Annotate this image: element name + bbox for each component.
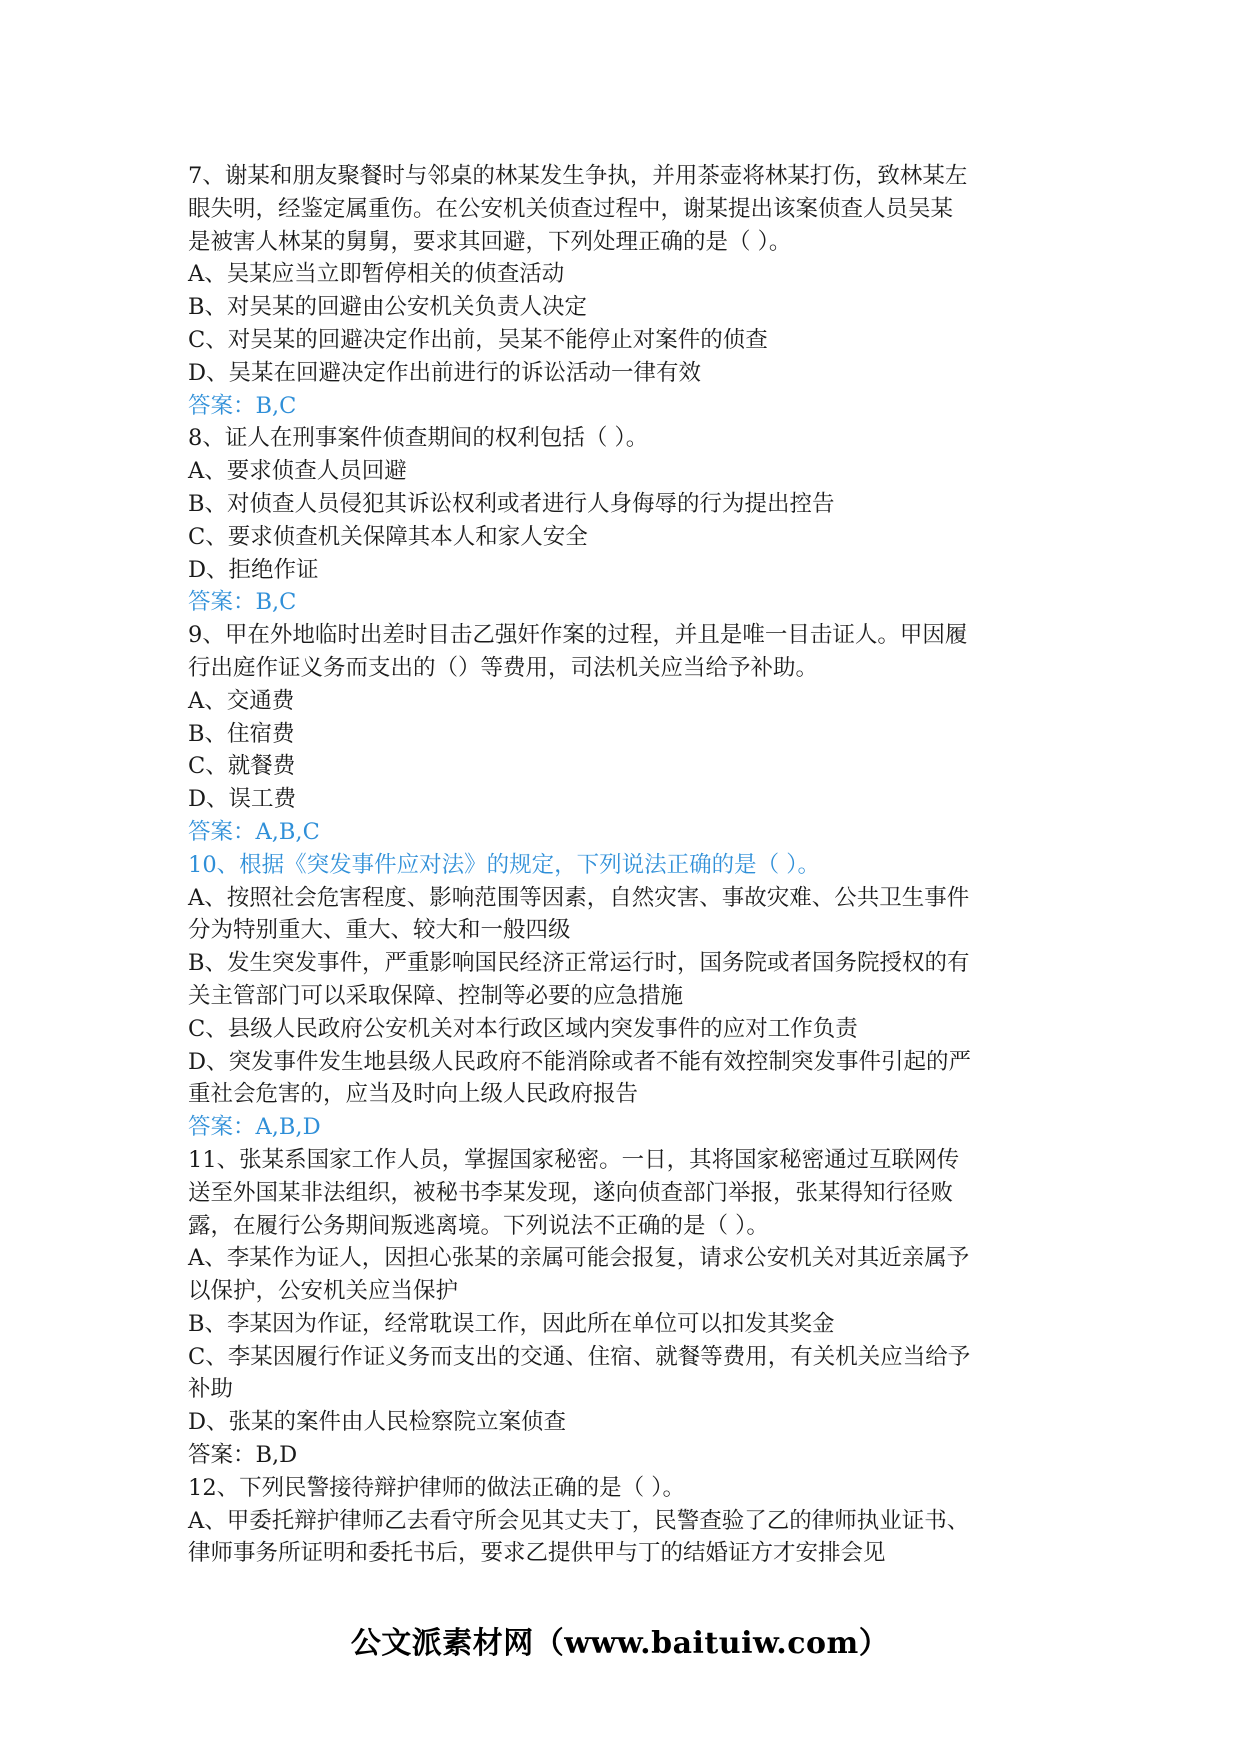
question-7-option-c: C、对吴某的回避决定作出前，吴某不能停止对案件的侦查 [188, 326, 768, 353]
question-8-line-1: 8、证人在刑事案件侦查期间的权利包括（ ）。 [188, 425, 649, 452]
question-11-line-2: 送至外国某非法组织，被秘书李某发现，遂向侦查部门举报，张某得知行径败 [188, 1179, 954, 1206]
question-9-line-1: 9、甲在外地临时出差时目击乙强奸作案的过程，并且是唯一目击证人。甲因履 [188, 622, 968, 649]
question-8-option-c: C、要求侦查机关保障其本人和家人安全 [188, 523, 588, 550]
question-7-option-a: A、吴某应当立即暂停相关的侦查活动 [188, 261, 565, 288]
question-7-line-1: 7、谢某和朋友聚餐时与邻桌的林某发生争执，并用茶壶将林某打伤，致林某左 [188, 163, 968, 189]
question-10-option-c: C、县级人民政府公安机关对本行政区域内突发事件的应对工作负责 [188, 1015, 858, 1042]
question-11-line-3: 露，在履行公务期间叛逃离境。下列说法不正确的是（ ）。 [188, 1212, 769, 1239]
question-10-option-d-line-1: D、突发事件发生地县级人民政府不能消除或者不能有效控制突发事件引起的严 [188, 1048, 972, 1075]
question-7-answer: 答案：B,C [188, 392, 297, 419]
question-8-option-d: D、拒绝作证 [188, 556, 319, 583]
question-11-option-a-line-2: 以保护，公安机关应当保护 [188, 1278, 459, 1305]
question-12-line-1: 12、下列民警接待辩护律师的做法正确的是（ ）。 [188, 1474, 686, 1501]
question-11-option-a-line-1: A、李某作为证人，因担心张某的亲属可能会报复，请求公安机关对其近亲属予 [188, 1245, 970, 1272]
question-11-option-c-line-2: 补助 [188, 1376, 234, 1403]
question-12-option-a-line-1: A、甲委托辩护律师乙去看守所会见其丈夫丁，民警查验了乙的律师执业证书、 [188, 1507, 970, 1534]
question-9-answer: 答案：A,B,C [188, 818, 320, 845]
question-10-option-a-line-1: A、按照社会危害程度、影响范围等因素，自然灾害、事故灾难、公共卫生事件 [188, 884, 970, 911]
question-10-option-a-line-2: 分为特别重大、重大、较大和一般四级 [188, 917, 571, 944]
question-9-option-d: D、误工费 [188, 786, 297, 813]
question-9-line-2: 行出庭作证义务而支出的（）等费用，司法机关应当给予补助。 [188, 654, 819, 681]
question-11-option-d: D、张某的案件由人民检察院立案侦查 [188, 1409, 567, 1436]
question-7-line-3: 是被害人林某的舅舅，要求其回避，下列处理正确的是（ ）。 [188, 228, 792, 255]
question-10-answer: 答案：A,B,D [188, 1114, 321, 1141]
question-11-option-c-line-1: C、李某因履行作证义务而支出的交通、住宿、就餐等费用，有关机关应当给予 [188, 1343, 971, 1370]
question-7-option-d: D、吴某在回避决定作出前进行的诉讼活动一律有效 [188, 359, 702, 386]
question-8-option-a: A、要求侦查人员回避 [188, 458, 407, 485]
question-12-option-a-line-2: 律师事务所证明和委托书后，要求乙提供甲与丁的结婚证方才安排会见 [188, 1540, 886, 1567]
question-10-option-b-line-1: B、发生突发事件，严重影响国民经济正常运行时，国务院或者国务院授权的有 [188, 950, 970, 977]
question-8-answer: 答案：B,C [188, 589, 297, 616]
question-8-option-b: B、对侦查人员侵犯其诉讼权利或者进行人身侮辱的行为提出控告 [188, 490, 835, 517]
question-11-line-1: 11、张某系国家工作人员，掌握国家秘密。一日，其将国家秘密通过互联网传 [188, 1146, 960, 1173]
footer-watermark: 公文派素材网（www.baituiw.com） [350, 1626, 890, 1661]
document-body [188, 160, 1058, 1570]
question-10-option-b-line-2: 关主管部门可以采取保障、控制等必要的应急措施 [188, 982, 684, 1009]
question-11-answer: 答案：B,D [188, 1442, 298, 1469]
question-9-option-b: B、住宿费 [188, 720, 295, 747]
question-7-line-2: 眼失明，经鉴定属重伤。在公安机关侦查过程中，谢某提出该案侦查人员吴某 [188, 195, 954, 222]
question-10-line-1: 10、根据《突发事件应对法》的规定，下列说法正确的是（ ）。 [188, 851, 821, 878]
question-9-option-a: A、交通费 [188, 687, 295, 714]
question-10-option-d-line-2: 重社会危害的，应当及时向上级人民政府报告 [188, 1081, 639, 1108]
question-7-option-b: B、对吴某的回避由公安机关负责人决定 [188, 294, 588, 321]
question-9-option-c: C、就餐费 [188, 753, 296, 780]
question-11-option-b: B、李某因为作证，经常耽误工作，因此所在单位可以扣发其奖金 [188, 1310, 835, 1337]
